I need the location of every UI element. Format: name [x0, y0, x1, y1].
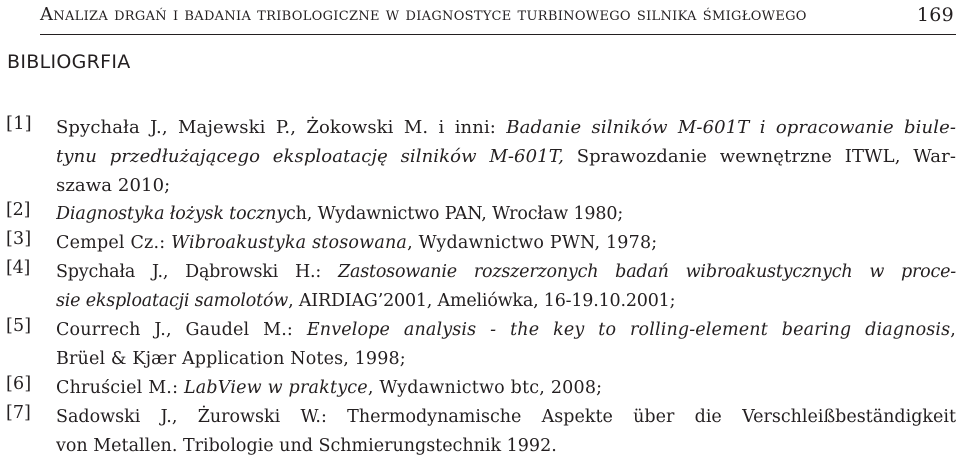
reference-segment: Sadowski J., Żurowski W.: Thermodynamische Aspekte über die Verschleißbeständigkeit: [56, 407, 956, 427]
reference-line: [56, 200, 956, 229]
reference-line: [56, 258, 956, 287]
reference-item: [0, 258, 956, 316]
reference-title-segment: tynu przedłużającego eksploatację silników M-601T,: [56, 146, 564, 167]
reference-item: [0, 113, 956, 200]
reference-title-segment: Wibroakustyka stosowana: [171, 233, 408, 253]
reference-number: [2]: [6, 200, 31, 220]
reference-segment: Spychała J., Majewski P., Żokowski M. i inni:: [56, 117, 507, 138]
running-head: [40, 2, 956, 28]
reference-number: [6]: [6, 374, 32, 394]
reference-line: [56, 345, 956, 374]
reference-segment: ch, Wydawnictwo PAN, Wrocław 1980;: [286, 204, 624, 224]
reference-text: [56, 316, 956, 374]
reference-segment: , Wydawnictwo PWN, 1978;: [407, 233, 658, 253]
reference-segment: ,: [950, 320, 956, 340]
reference-segment: Cempel Cz.:: [56, 233, 172, 253]
reference-line: [56, 142, 956, 171]
reference-number: [7]: [6, 403, 31, 423]
reference-item: [0, 374, 956, 403]
reference-segment: , Wydawnictwo btc, 2008;: [367, 378, 603, 398]
reference-title-segment: sie eksploatacji samolotów: [56, 291, 289, 311]
reference-text: [56, 403, 956, 461]
reference-line: [56, 432, 956, 461]
reference-text: [56, 113, 956, 200]
running-title: Analiza drgań i badania tribologiczne w diagnostyce turbinowego silnika śmigłowego: [40, 4, 807, 25]
reference-title-segment: Diagnostyka łożysk toczny: [56, 204, 287, 224]
reference-line: [56, 113, 956, 142]
reference-segment: Brüel & Kjær Application Notes, 1998;: [56, 349, 406, 369]
reference-number: [4]: [6, 258, 31, 278]
reference-title-segment: Badanie silników M-601T i opracowanie biule-: [506, 117, 956, 138]
reference-title-segment: LabView w praktyce: [183, 378, 368, 398]
reference-text: [56, 374, 956, 403]
reference-segment: , AIRDIAG’2001, Ameliówka, 16-19.10.2001;: [288, 291, 676, 311]
reference-item: [0, 200, 956, 229]
reference-line: [56, 287, 956, 316]
reference-line: [56, 374, 956, 403]
section-heading: BIBLIOGRFIA: [7, 51, 131, 73]
reference-segment: von Metallen. Tribologie und Schmierungstechnik 1992.: [56, 436, 557, 456]
reference-segment: Courrech J., Gaudel M.:: [56, 320, 307, 340]
reference-line: [56, 229, 956, 258]
reference-segment: Chruściel M.:: [56, 378, 184, 398]
reference-item: [0, 316, 956, 374]
reference-item: [0, 403, 956, 461]
reference-number: [5]: [6, 316, 32, 336]
page-number: 169: [916, 4, 954, 26]
reference-title-segment: Zastosowanie rozszerzonych badań wibroakustycznych w proce-: [338, 262, 956, 282]
header-rule: [40, 34, 956, 35]
reference-segment: Spychała J., Dąbrowski H.:: [56, 262, 339, 282]
reference-number: [3]: [6, 229, 32, 249]
reference-item: [0, 229, 956, 258]
reference-title-segment: Envelope analysis - the key to rolling-element bearing diagnosis: [306, 320, 951, 340]
reference-line: [56, 316, 956, 345]
reference-text: [56, 258, 956, 316]
reference-segment: szawa 2010;: [56, 175, 171, 196]
bibliography-list: [0, 113, 960, 461]
reference-line: [56, 403, 956, 432]
reference-text: [56, 200, 956, 229]
reference-segment: Sprawozdanie wewnętrzne ITWL, War-: [563, 146, 956, 167]
reference-line: [56, 171, 956, 200]
reference-text: [56, 229, 956, 258]
reference-number: [1]: [6, 113, 32, 134]
